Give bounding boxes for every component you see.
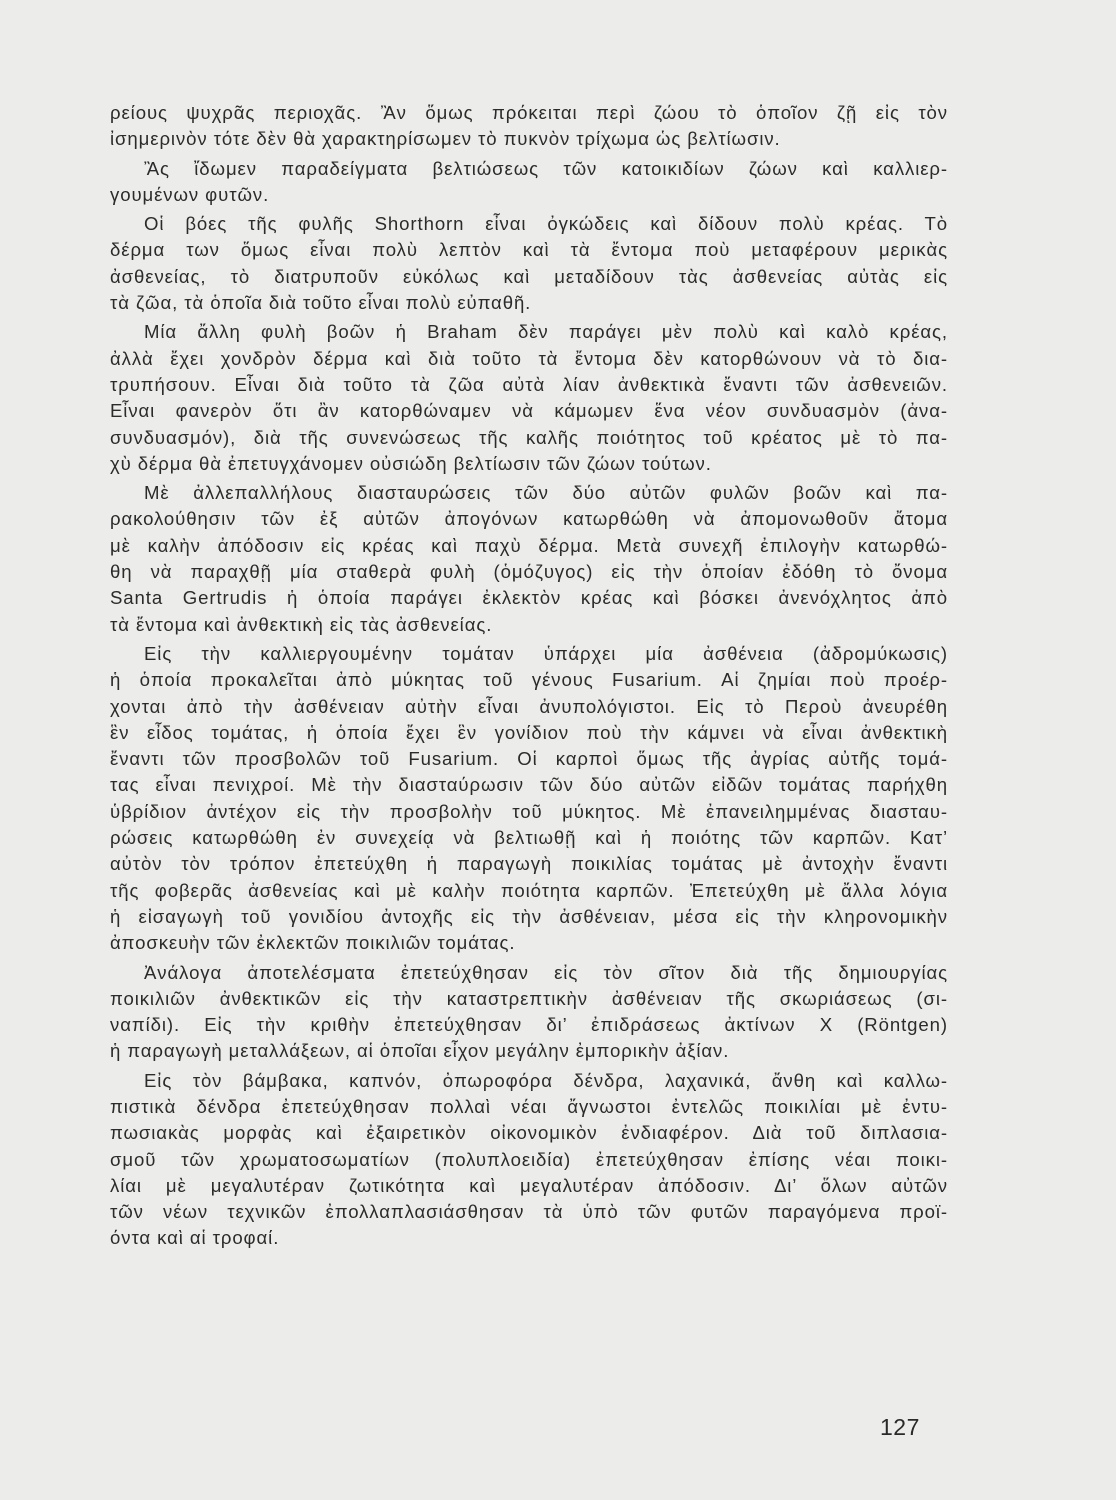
text-line: ὑβρίδιον ἀντέχον εἰς τὴν προσβολὴν τοῦ μύκητος. Μὲ ἐπανειλημμένας διασταυ-: [110, 800, 948, 822]
text-line: ἀλλὰ ἔχει χονδρὸν δέρμα καὶ διὰ τοῦτο τὰ ἔντομα δὲν κατορθώνουν νὰ τὸ δια-: [110, 347, 948, 369]
text-line: ἡ εἰσαγωγὴ τοῦ γονιδίου ἀντοχῆς εἰς τὴν ἀσθένειαν, μέσα εἰς τὴν κληρονομικὴν: [110, 905, 948, 927]
paragraph: [110, 960, 948, 1065]
paragraph: [110, 641, 948, 957]
text-line: Οἱ βόες τῆς φυλῆς Shorthorn εἶναι ὀγκώδεις καὶ δίδουν πολὺ κρέας. Τὸ: [144, 213, 948, 235]
text-line: λίαι μὲ μεγαλυτέραν ζωτικότητα καὶ μεγαλυτέραν ἀπόδοσιν. Δι’ ὅλων αὐτῶν: [110, 1174, 948, 1196]
paragraph: [110, 319, 948, 477]
text-line: πιστικὰ δένδρα ἐπετεύχθησαν πολλαὶ νέαι ἄγνωστοι ἐντελῶς ποικιλίαι μὲ ἐντυ-: [110, 1095, 948, 1117]
text-line: ποικιλιῶν ἀνθεκτικῶν εἰς τὴν καταστρεπτικὴν ἀσθένειαν τῆς σκωριάσεως (σι-: [110, 987, 948, 1009]
text-line: Εἰς τὴν καλλιεργουμένην τομάταν ὑπάρχει μία ἀσθένεια (ἀδρομύκωσις): [144, 642, 948, 664]
text-line: πωσιακὰς μορφὰς καὶ ἐξαιρετικὸν οἰκονομικὸν ἐνδιαφέρον. Διὰ τοῦ διπλασια-: [110, 1122, 948, 1144]
text-line: ρακολούθησιν τῶν ἐξ αὐτῶν ἀπογόνων κατωρθώθη νὰ ἀπομονωθοῦν ἄτομα: [110, 508, 948, 530]
text-line: Εἰς τὸν βάμβακα, καπνόν, ὀπωροφόρα δένδρα, λαχανικά, ἄνθη καὶ καλλω-: [144, 1069, 948, 1091]
text-line: ἔναντι τῶν προσβολῶν τοῦ Fusarium. Οἱ καρποὶ ὅμως τῆς ἀγρίας αὐτῆς τομά-: [110, 748, 948, 770]
text-line: Santa Gertrudis ἡ ὁποία παράγει ἐκλεκτὸν κρέας καὶ βόσκει ἀνενόχλητος ἀπὸ: [110, 587, 948, 609]
text-line: αὐτὸν τὸν τρόπον ἐπετεύχθη ἡ παραγωγὴ ποικιλίας τομάτας μὲ ἀντοχὴν ἔναντι: [110, 853, 948, 875]
text-line: μὲ καλὴν ἀπόδοσιν εἰς κρέας καὶ παχὺ δέρμα. Μετὰ συνεχῆ ἐπιλογὴν κατωρθώ-: [110, 534, 948, 556]
text-line: ρείους ψυχρᾶς περιοχᾶς. Ἂν ὅμως πρόκειται περὶ ζώου τὸ ὁποῖον ζῇ εἰς τὸν: [110, 102, 948, 123]
text-line: χονται ἀπὸ τὴν ἀσθένειαν αὐτὴν εἶναι ἀνυπολόγιστοι. Εἰς τὸ Περοὺ ἀνευρέθη: [110, 695, 948, 717]
paragraph: [110, 100, 948, 153]
text-line: ρώσεις κατωρθώθη ἐν συνεχείᾳ νὰ βελτιωθῇ καὶ ἡ ποιότης τῶν καρπῶν. Κατ’: [110, 827, 948, 849]
text-line: τας εἶναι πενιχροί. Μὲ τὴν διασταύρωσιν τῶν δύο αὐτῶν εἰδῶν τομάτας παρήχθη: [110, 774, 948, 796]
text-line: ἰσημερινὸν τότε δὲν θὰ χαρακτηρίσωμεν τὸ πυκνὸν τρίχωμα ὡς βελτίωσιν.: [110, 128, 781, 150]
text-line: ναπίδι). Εἰς τὴν κριθὴν ἐπετεύχθησαν δι’ ἐπιδράσεως ἀκτίνων Χ (Röntgen): [110, 1014, 948, 1036]
text-line: χὺ δέρμα θὰ ἐπετυγχάνομεν οὐσιώδη βελτίωσιν τῶν ζώων τούτων.: [110, 452, 712, 474]
text-line: ἓν εἶδος τομάτας, ἡ ὁποία ἔχει ἓν γονίδιον ποὺ τὴν κάμνει νὰ εἶναι ἀνθεκτικὴ: [110, 721, 948, 743]
paragraph: [110, 1068, 948, 1252]
text-line: Μία ἄλλη φυλὴ βοῶν ἡ Braham δὲν παράγει μὲν πολὺ καὶ καλὸ κρέας,: [144, 321, 948, 343]
page-number: 127: [880, 1414, 920, 1440]
text-line: συνδυασμόν), διὰ τῆς συνενώσεως τῆς καλῆς ποιότητος τοῦ κρέατος μὲ τὸ πα-: [110, 426, 948, 448]
text-line: όντα καὶ αἱ τροφαί.: [110, 1227, 280, 1249]
text-line: τῆς φοβερᾶς ἀσθενείας καὶ μὲ καλὴν ποιότητα καρπῶν. Ἐπετεύχθη μὲ ἄλλα λόγια: [110, 879, 948, 901]
paragraph: [110, 480, 948, 638]
text-line: τῶν νέων τεχνικῶν ἐπολλαπλασιάσθησαν τὰ ὑπὸ τῶν φυτῶν παραγόμενα προϊ-: [110, 1201, 948, 1223]
text-line: γουμένων φυτῶν.: [110, 183, 270, 205]
text-line: θη νὰ παραχθῇ μία σταθερὰ φυλὴ (ὁμόζυγος) εἰς τὴν ὁποίαν ἐδόθη τὸ ὄνομα: [110, 561, 948, 583]
text-line: τὰ ζῶα, τὰ ὁποῖα διὰ τοῦτο εἶναι πολὺ εὐπαθῆ.: [110, 292, 532, 314]
text-line: ἀποσκευὴν τῶν ἐκλεκτῶν ποικιλιῶν τομάτας.: [110, 932, 516, 954]
text-line: Ἂς ἴδωμεν παραδείγματα βελτιώσεως τῶν κατοικιδίων ζώων καὶ καλλιερ-: [144, 157, 948, 179]
body-text: [110, 100, 948, 1255]
text-line: τὰ ἔντομα καὶ ἀνθεκτικὴ εἰς τὰς ἀσθενείας.: [110, 613, 493, 635]
paragraph: [110, 211, 948, 316]
text-line: Μὲ ἀλλεπαλλήλους διασταυρώσεις τῶν δύο αὐτῶν φυλῶν βοῶν καὶ πα-: [144, 482, 948, 504]
text-line: δέρμα των ὅμως εἶναι πολὺ λεπτὸν καὶ τὰ ἔντομα ποὺ μεταφέρουν μερικὰς: [110, 239, 948, 261]
text-line: Ἀνάλογα ἀποτελέσματα ἐπετεύχθησαν εἰς τὸν σῖτον διὰ τῆς δημιουργίας: [144, 961, 948, 983]
text-line: σμοῦ τῶν χρωματοσωματίων (πολυπλοειδία) ἐπετεύχθησαν ἐπίσης νέαι ποικι-: [110, 1148, 948, 1170]
text-line: ἡ παραγωγὴ μεταλλάξεων, αἱ ὁποῖαι εἶχον μεγάλην ἐμπορικὴν ἀξίαν.: [110, 1040, 730, 1062]
text-line: ἀσθενείας, τὸ διατρυποῦν εὐκόλως καὶ μεταδίδουν τὰς ἀσθενείας αὐτὰς εἰς: [110, 265, 948, 287]
text-line: Εἶναι φανερὸν ὅτι ἂν κατορθώναμεν νὰ κάμωμεν ἕνα νέον συνδυασμὸν (ἀνα-: [110, 400, 948, 422]
text-line: τρυπήσουν. Εἶναι διὰ τοῦτο τὰ ζῶα αὐτὰ λίαν ἀνθεκτικὰ ἔναντι τῶν ἀσθενειῶν.: [110, 373, 948, 395]
paragraph: [110, 156, 948, 209]
text-line: ἡ ὁποία προκαλεῖται ἀπὸ μύκητας τοῦ γένους Fusarium. Αἱ ζημίαι ποὺ προέρ-: [110, 669, 948, 691]
